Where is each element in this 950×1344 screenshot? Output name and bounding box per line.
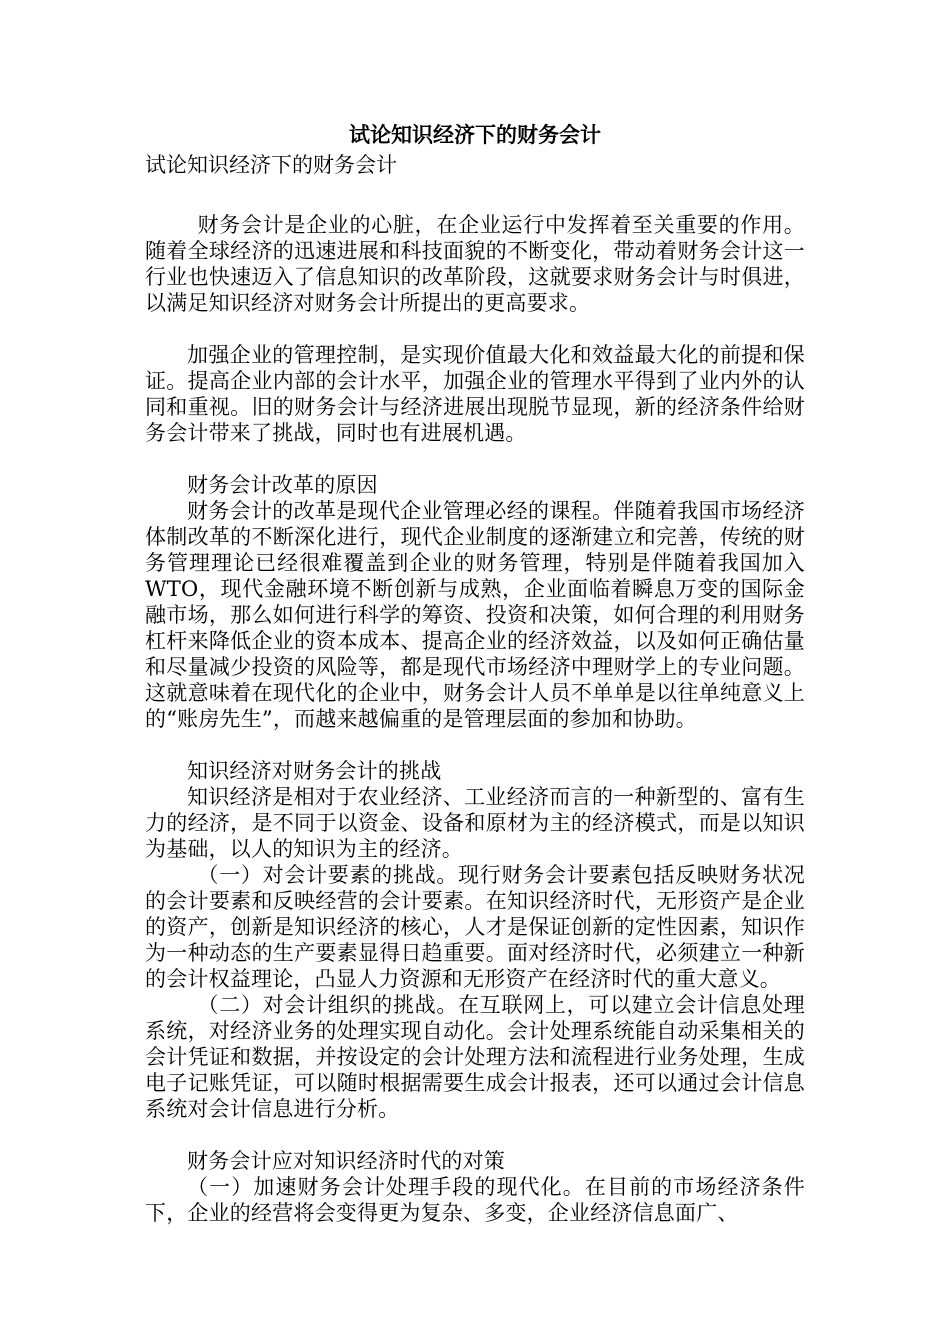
section-heading-countermeasures: 财务会计应对知识经济时代的对策	[187, 1149, 505, 1173]
section-heading-challenges: 知识经济对财务会计的挑战	[187, 759, 442, 783]
document-title: 试论知识经济下的财务会计	[349, 122, 601, 147]
challenge-item-elements: （一）对会计要素的挑战。现行财务会计要素包括反映财务状况的会计要素和反映经营的会计要素。在知识经济时代，无形资产是企业的资产，创新是知识经济的核心，人才是保证创新的定性因素，知识作为一种动态的生产要素显得日趋重要。面对经济时代，必须建立一种新的会计权益理论，凸显人力资源和无形资产在经济时代的重大意义。	[145, 863, 805, 991]
management-paragraph: 加强企业的管理控制，是实现价值最大化和效益最大化的前提和保证。提高企业内部的会计水平，加强企业的管理水平得到了业内外的认同和重视。旧的财务会计与经济进展出现脱节显现，新的经济条件给财务会计带来了挑战，同时也有进展机遇。	[145, 343, 805, 445]
document-subtitle: 试论知识经济下的财务会计	[145, 153, 397, 177]
countermeasure-item-modernization: （一）加速财务会计处理手段的现代化。在目前的市场经济条件下，企业的经营将会变得更为复杂、多变，企业经济信息面广、	[145, 1175, 805, 1225]
section-body-challenges: 知识经济是相对于农业经济、工业经济而言的一种新型的、富有生力的经济，是不同于以资金、设备和原材为主的经济模式，而是以知识为基础，以人的知识为主的经济。	[145, 785, 805, 861]
document-page	[145, 118, 805, 1226]
section-body-reform-reasons: 财务会计的改革是现代企业管理必经的课程。伴随着我国市场经济体制改革的不断深化进行，现代企业制度的逐渐建立和完善，传统的财务管理理论已经很难覆盖到企业的财务管理，特别是伴随着我国加入WTO，现代金融环境不断创新与成熟，企业面临着瞬息万变的国际金融市场，那么如何进行科学的筹资、投资和决策，如何合理的利用财务杠杆来降低企业的资本成本、提高企业的经济效益，以及如何正确估量和尽量减少投资的风险等，都是现代市场经济中理财学上的专业问题。这就意味着在现代化的企业中，财务会计人员不单单是以往单纯意义上的“账房先生”，而越来越偏重的是管理层面的参加和协助。	[145, 499, 805, 731]
challenge-item-organization: （二）对会计组织的挑战。在互联网上，可以建立会计信息处理系统，对经济业务的处理实现自动化。会计处理系统能自动采集相关的会计凭证和数据，并按设定的会计处理方法和流程进行业务处理，生成电子记账凭证，可以随时根据需要生成会计报表，还可以通过会计信息系统对会计信息进行分析。	[145, 993, 805, 1121]
intro-paragraph: 财务会计是企业的心脏，在企业运行中发挥着至关重要的作用。随着全球经济的迅速进展和科技面貌的不断变化，带动着财务会计这一行业也快速迈入了信息知识的改革阶段，这就要求财务会计与时俱进，以满足知识经济对财务会计所提出的更高要求。	[145, 213, 805, 315]
section-heading-reform-reasons: 财务会计改革的原因	[187, 473, 378, 497]
